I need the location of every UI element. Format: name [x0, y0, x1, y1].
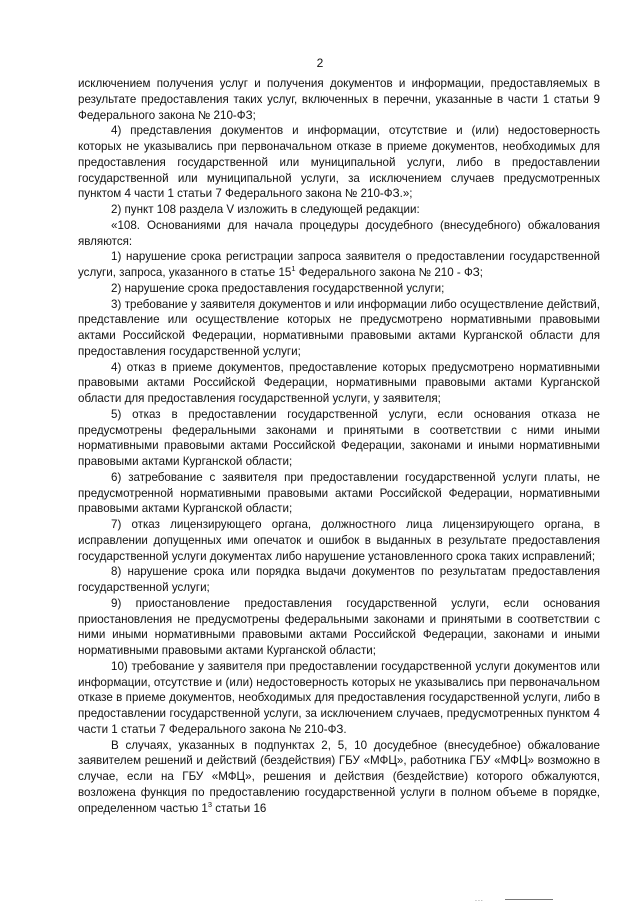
superscript-1: 1	[291, 264, 296, 273]
paragraph-3: 2) пункт 108 раздела V изложить в следующей редакции:	[111, 203, 420, 216]
footer-divider	[505, 899, 553, 900]
paragraph-7: 3) требование у заявителя документов и или информации либо осуществление действий, представление или осуществление которых не предусмотрено нормативными правовыми актами Российской Федерации, нормативными правовыми актами Курганской области для предоставления государственной услуги;	[78, 297, 600, 358]
paragraph-5-text: 1) нарушение срока регистрации запроса заявителя о предоставлении государственной услуги, запроса, указанного в статье 15	[78, 250, 600, 279]
paragraph-12: 8) нарушение срока или порядка выдачи документов по результатам предоставления государственной услуги;	[78, 565, 600, 594]
document-body	[78, 76, 600, 816]
paragraph-15	[78, 738, 600, 817]
paragraph-8: 4) отказ в приеме документов, предоставление которых предусмотрено нормативными правовыми актами Российской Федерации, нормативными правовыми актами Курганской области для предоставления государственной услуги, у заявителя;	[78, 360, 600, 405]
paragraph-11: 7) отказ лицензирующего органа, должностного лица лицензирующего органа, в исправлении допущенных ими опечаток и ошибок в выданных в результате предоставления государственной услуги документах либо нарушение установленного срока таких исправлений;	[78, 518, 600, 563]
paragraph-9: 5) отказ в предоставлении государственной услуги, если основания отказа не предусмотрены федеральными законами и принятыми в соответствии с ними иными нормативными правовыми актами Российской Федерации, законами и иными нормативными правовыми актами Курганской области;	[78, 407, 600, 468]
paragraph-4: «108. Основаниями для начала процедуры досудебного (внесудебного) обжалования являются:	[78, 218, 600, 248]
paragraph-14: 10) требование у заявителя при предоставлении государственной услуги документов или информации, отсутствие и (или) недостоверность которых не указывались при первоначальном отказе в приеме документов, необходимых для предоставления государственной услуги, либо в предоставлении государственной услуги, за исключением случаев, предусмотренных пунктом 4 части 1 статьи 7 Федерального закона № 210-ФЗ.	[78, 659, 600, 736]
superscript-3: 3	[207, 799, 213, 809]
page-number: 2	[316, 56, 324, 70]
paragraph-1: исключением получения услуг и получения документов и информации, предоставляемых в результате предоставления таких услуг, включенных в перечни, указанные в части 1 статьи 9 Федерального закона № 210-ФЗ;	[78, 77, 600, 122]
paragraph-2: 4) представления документов и информации, отсутствие и (или) недостоверность которых не указывались при первоначальном отказе в приеме документов, необходимых для предоставления государственной или муниципальной услуги, либо в предоставлении государственной или муниципальной услуги, за исключением случаев предусмотренных пунктом 4 части 1 статьи 7 Федерального закона № 210-ФЗ.»;	[78, 124, 600, 201]
paragraph-13: 9) приостановление предоставления государственной услуги, если основания приостановления не предусмотрены федеральными законами и принятыми в соответствии с ними иными нормативными правовыми актами Российской Федерации, законами и иными нормативными правовыми актами Курганской области;	[78, 596, 600, 657]
paragraph-10: 6) затребование с заявителя при предоставлении государственной услуги платы, не предусмотренной нормативными правовыми актами Российской Федерации, нормативными правовыми актами Курганской области;	[78, 470, 600, 516]
paragraph-6: 2) нарушение срока предоставления государственной услуги;	[111, 281, 445, 295]
paragraph-15-text: В случаях, указанных в подпунктах 2, 5, 10 досудебное (внесудебное) обжалование заявителем решений и действий (бездействия) ГБУ «МФЦ», работника ГБУ «МФЦ» возможно в случае, если на ГБУ «МФЦ», решения и действия (бездействие) которого обжалуются, возложена функция по предоставлению государственной услуги в полном объеме в порядке, определенном частью 1	[78, 738, 600, 815]
paragraph-15-tail: статьи 16	[212, 801, 267, 815]
paragraph-5-tail: Федерального закона № 210 - ФЗ;	[295, 266, 484, 279]
footer-mark: ...	[475, 896, 484, 903]
paragraph-5	[78, 249, 600, 281]
